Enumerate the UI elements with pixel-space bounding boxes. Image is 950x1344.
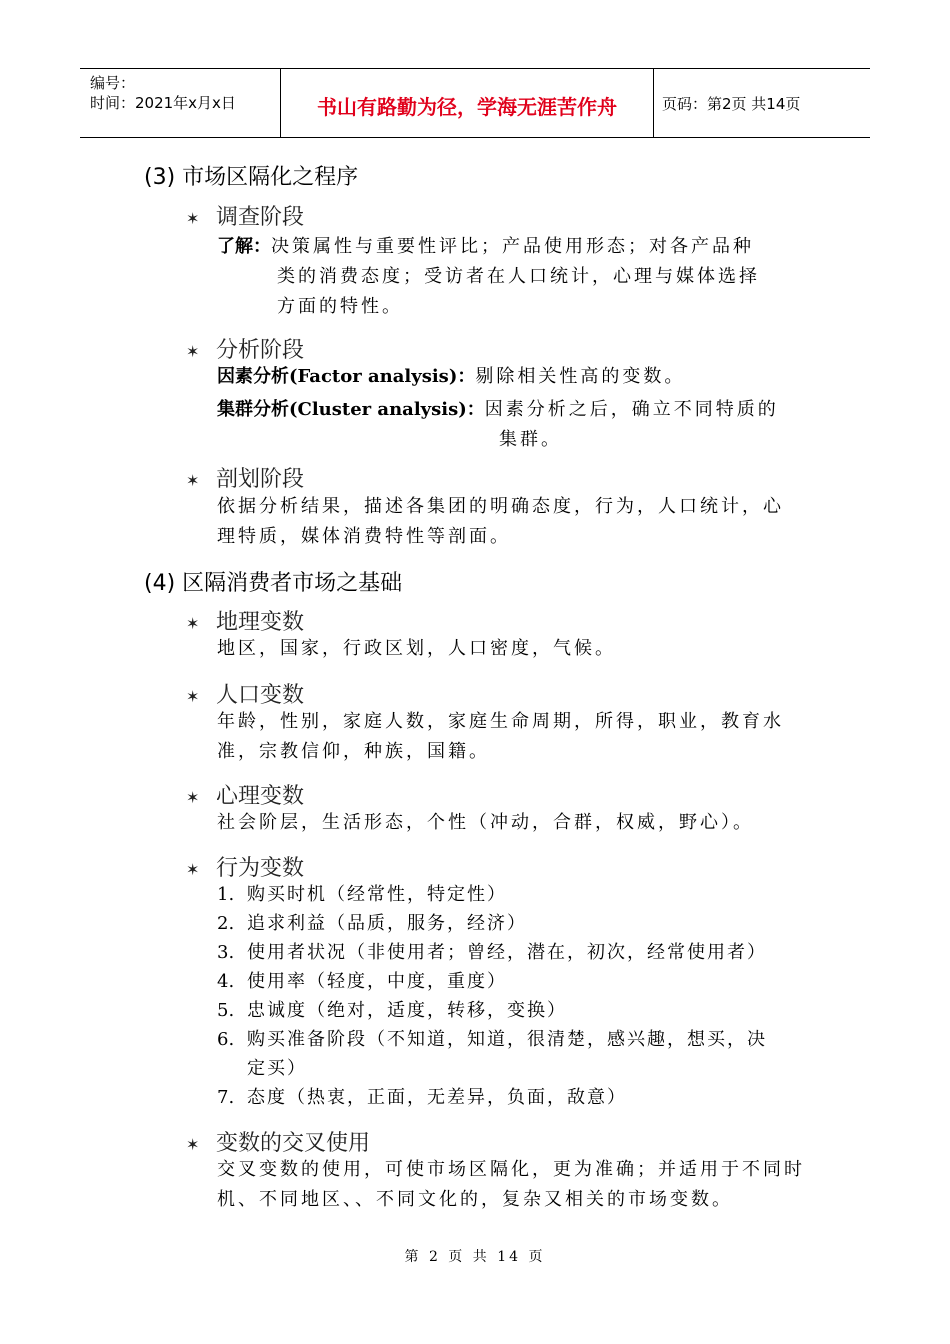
cross-variables-body [217, 1155, 805, 1215]
star-bullet-icon: ✶ [186, 470, 200, 490]
survey-stage-body [217, 232, 760, 322]
list-item: 5. 忠诚度（绝对，适度，转移，变换） [217, 1000, 567, 1021]
header-left-cell [80, 69, 281, 137]
list-item: 定买） [247, 1058, 307, 1079]
survey-stage-item [186, 200, 304, 231]
profile-text-1: 依据分析结果，描述各集团的明确态度，行为，人口统计，心 [217, 496, 784, 517]
list-item: 7. 态度（热衷，正面，无差异，负面，敌意） [217, 1087, 627, 1108]
header-motto-cell [281, 69, 654, 137]
survey-text-2: 类的消费态度；受访者在人口统计，心理与媒体选择 [277, 266, 760, 287]
section-4-title: (4) 区隔消费者市场之基础 [144, 571, 403, 596]
profile-stage-title: 剖划阶段 [216, 467, 305, 492]
star-bullet-icon: ✶ [186, 787, 200, 807]
beh-variables-title: 行为变数 [216, 856, 305, 881]
survey-text-1: 决策属性与重要性评比；产品使用形态；对各产品种 [271, 236, 754, 257]
cross-text-2: 机、不同地区、、不同文化的，复杂又相关的市场变数。 [217, 1189, 733, 1210]
survey-text-3: 方面的特性。 [277, 296, 403, 317]
factor-text: 剔除相关性高的变数。 [475, 366, 686, 387]
profile-text-2: 理特质，媒体消费特性等剖面。 [217, 526, 511, 547]
star-bullet-icon: ✶ [186, 1134, 200, 1154]
psy-variables-title: 心理变数 [216, 784, 305, 809]
survey-stage-title: 调查阶段 [216, 205, 305, 230]
beh-variables-item [186, 851, 304, 882]
star-bullet-icon: ✶ [186, 613, 200, 633]
geo-variables-item [186, 605, 304, 636]
geo-variables-text: 地区，国家，行政区划，人口密度，气候。 [217, 638, 616, 659]
demo-text-2: 准，宗教信仰，种族，国籍。 [217, 741, 490, 762]
star-bullet-icon: ✶ [186, 341, 200, 361]
serial-label: 编号： [90, 74, 136, 92]
page-header [80, 68, 870, 138]
cluster-text-1: 因素分析之后，确立不同特质的 [484, 399, 779, 420]
page-info: 页码：第2页 共14页 [662, 95, 801, 113]
list-item: 4. 使用率（轻度，中度，重度） [217, 971, 507, 992]
demo-variables-title: 人口变数 [216, 683, 305, 708]
psy-variables-text: 社会阶层，生活形态，个性（冲动，合群，权威，野心）。 [217, 812, 754, 833]
motto: 书山有路勤为径，学海无涯苦作舟 [317, 95, 617, 119]
psy-variables-item [186, 779, 304, 810]
cross-text-1: 交叉变数的使用，可使市场区隔化，更为准确；并适用于不同时 [217, 1159, 805, 1180]
profile-stage-item [186, 462, 304, 493]
factor-analysis-line [217, 362, 685, 392]
list-item: 1. 购买时机（经常性，特定性） [217, 884, 507, 905]
cross-variables-title: 变数的交叉使用 [216, 1131, 371, 1156]
list-item: 3. 使用者状况（非使用者；曾经，潜在，初次，经常使用者） [217, 942, 767, 963]
cluster-label: 集群分析(Cluster analysis)： [217, 399, 485, 420]
demo-text-1: 年龄，性别，家庭人数，家庭生命周期，所得，职业，教育水 [217, 711, 784, 732]
header-right-cell [654, 69, 870, 137]
star-bullet-icon: ✶ [186, 686, 200, 706]
star-bullet-icon: ✶ [186, 208, 200, 228]
analysis-stage-item [186, 333, 304, 364]
geo-variables-title: 地理变数 [216, 610, 305, 635]
factor-label: 因素分析(Factor analysis)： [217, 366, 476, 387]
demo-variables-item [186, 678, 304, 709]
profile-stage-body [217, 492, 784, 552]
demo-variables-body [217, 707, 784, 767]
page-footer: 第 2 页 共 14 页 [404, 1249, 546, 1265]
section-3-title: (3) 市场区隔化之程序 [144, 165, 359, 190]
beh-variables-list [217, 880, 767, 1112]
time-label: 时间：2021年x月x日 [90, 94, 236, 112]
cluster-analysis-block [217, 395, 779, 455]
analysis-stage-title: 分析阶段 [216, 338, 305, 363]
cluster-text-2: 集群。 [499, 429, 562, 450]
star-bullet-icon: ✶ [186, 859, 200, 879]
list-item: 2. 追求利益（品质，服务，经济） [217, 913, 527, 934]
list-item: 6. 购买准备阶段（不知道，知道，很清楚，感兴趣，想买，决 [217, 1029, 767, 1050]
survey-label: 了解： [217, 236, 271, 257]
cross-variables-item [186, 1126, 370, 1157]
